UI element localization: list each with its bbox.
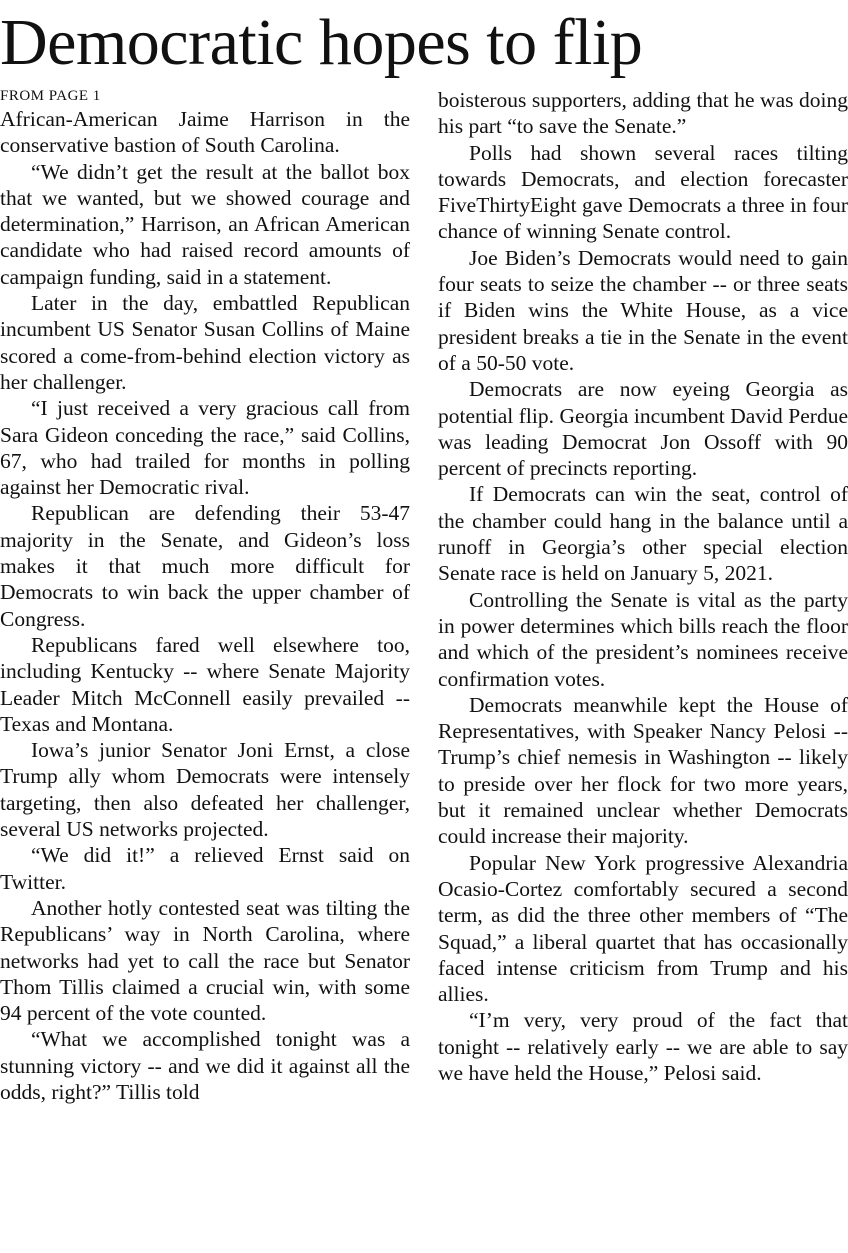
paragraph: “We did it!” a relieved Ernst said on Twitter. [0,843,410,894]
paragraph: Polls had shown several races tilting towards Democrats, and election forecaster FiveThirtyEight gave Democrats a three in four chance of winning Senate control. [438,140,848,244]
paragraph: Republicans fared well elsewhere too, including Kentucky -- where Senate Majority Leader Mitch McConnell easily prevailed -- Texas and Montana. [0,632,410,736]
right-column [438,87,848,1086]
paragraph: Another hotly contested seat was tilting the Republicans’ way in North Carolina, where networks had yet to call the race but Senator Thom Tillis claimed a crucial win, with some 94 percent of the vote counted. [0,895,410,1026]
paragraph: Republican are defending their 53-47 majority in the Senate, and Gideon’s loss makes it that much more difficult for Democrats to win back the upper chamber of Congress. [0,501,410,631]
paragraph: Democrats are now eyeing Georgia as potential flip. Georgia incumbent David Perdue was leading Democrat Jon Ossoff with 90 percent of precincts reporting. [438,377,848,481]
paragraph: Popular New York progressive Alexandria Ocasio-Cortez comfortably secured a second term, as did the three other members of “The Squad,” a liberal quartet that has occasionally faced intense criticism from Trump and his allies. [438,850,848,1007]
paragraph: Joe Biden’s Democrats would need to gain four seats to seize the chamber -- or three seats if Biden wins the White House, as a vice president breaks a tie in the Senate in the event of a 50-50 vote. [438,245,848,375]
paragraph: If Democrats can win the seat, control of the chamber could hang in the balance until a runoff in Georgia’s other special election Senate race is held on January 5, 2021. [438,482,848,586]
paragraph: African-American Jaime Harrison in the conservative bastion of South Carolina. [0,107,410,158]
headline: Democratic hopes to flip [0,6,643,79]
paragraph: Later in the day, embattled Republican incumbent US Senator Susan Collins of Maine scored a come-from-behind election victory as her challenger. [0,291,410,394]
paragraph: boisterous supporters, adding that he was doing his part “to save the Senate.” [438,88,848,139]
left-column [0,87,410,1105]
paragraph: “I’m very, very proud of the fact that tonight -- relatively early -- we are able to say we have held the House,” Pelosi said. [438,1008,848,1085]
paragraph: Democrats meanwhile kept the House of Representatives, with Speaker Nancy Pelosi -- Trump’s chief nemesis in Washington -- likely to preside over her flock for two more years, but it remained unclear whether Democrats could increase their majority. [438,692,848,849]
paragraph: “I just received a very gracious call from Sara Gideon conceding the race,” said Collins, 67, who had trailed for months in polling against her Democratic rival. [0,396,410,500]
paragraph: Iowa’s junior Senator Joni Ernst, a close Trump ally whom Democrats were intensely targeting, then also defeated her challenger, several US networks projected. [0,738,410,842]
jump-line: FROM PAGE 1 [0,88,101,104]
paragraph: Controlling the Senate is vital as the party in power determines which bills reach the floor and which of the president’s nominees receive confirmation votes. [438,587,848,691]
paragraph: “We didn’t get the result at the ballot box that we wanted, but we showed courage and determination,” Harrison, an African American candidate who had raised record amounts of campaign funding, said in a statement. [0,159,410,289]
paragraph: “What we accomplished tonight was a stunning victory -- and we did it against all the odds, right?” Tillis told [0,1027,410,1104]
